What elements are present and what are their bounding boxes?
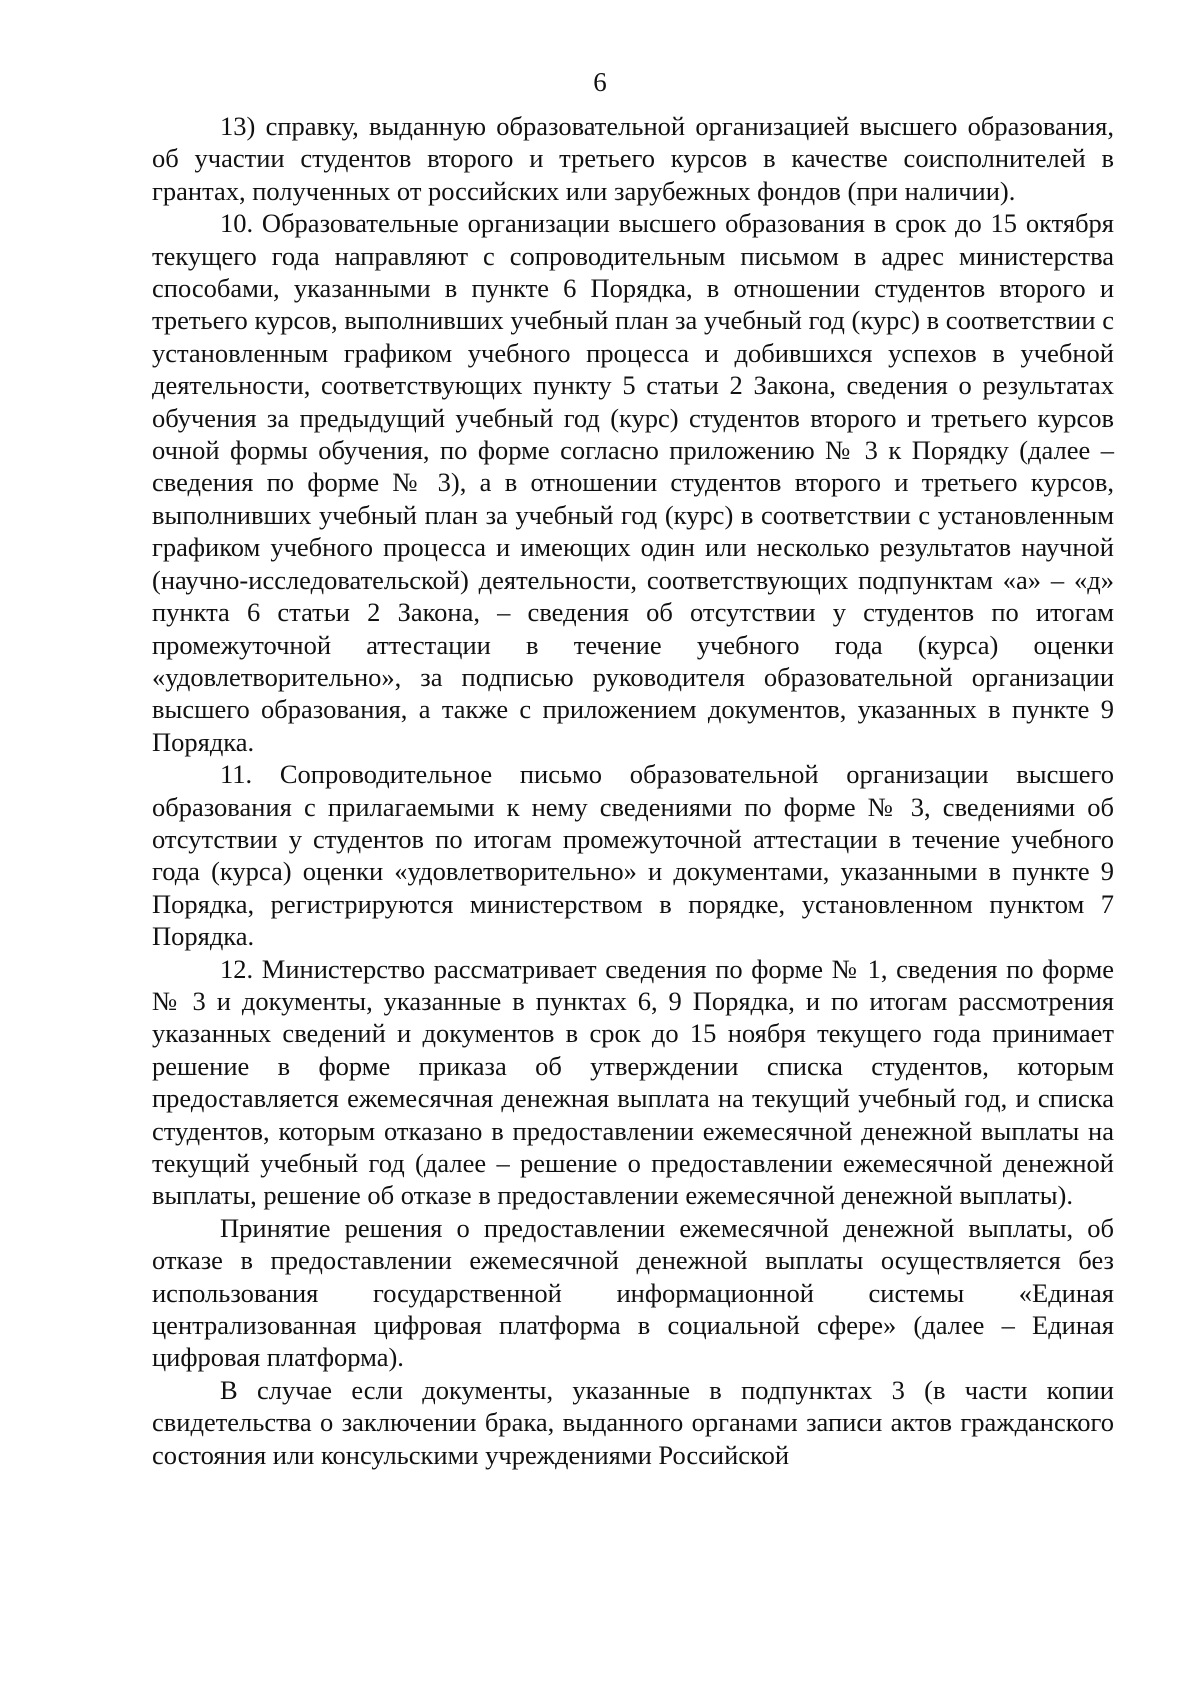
paragraph-item-11: 11. Сопроводительное письмо образовательной организации высшего образования с прилагаемыми к нему сведениями по форме № 3, сведениями об отсутствии у студентов по итогам промежуточной аттестации в течение учебного года (курса) оценки «удовлетворительно» и документами, указанными в пункте 9 Порядка, регистрируются министерством в порядке, установленном пунктом 7 Порядка. (152, 759, 1114, 952)
page-number: 6 (593, 67, 607, 97)
paragraph-item-10: 10. Образовательные организации высшего образования в срок до 15 октября текущего года направляют с сопроводительным письмом в адрес министерства способами, указанными в пункте 6 Порядка, в отношении студентов второго и третьего курсов, выполнивших учебный план за учебный год (курс) в соответствии с установленным графиком учебного процесса и добившихся успехов в учебной деятельности, соответствующих пункту 5 статьи 2 Закона, сведения о результатах обучения за предыдущий учебный год (курс) студентов второго и третьего курсов очной формы обучения, по форме согласно приложению № 3 к Порядку (далее – сведения по форме № 3), а в отношении студентов второго и третьего курсов, выполнивших учебный план за учебный год (курс) в соответствии с установленным графиком учебного процесса и имеющих один или несколько результатов научной (научно-исследовательской) деятельности, соответствующих подпунктам «а» – «д» пункта 6 статьи 2 Закона, – сведения об отсутствии у студентов по итогам промежуточной аттестации в течение учебного года (курса) оценки «удовлетворительно», за подписью руководителя образовательной организации высшего образования, а также с приложением документов, указанных в пункте 9 Порядка. (152, 208, 1114, 757)
paragraph-decision-platform: Принятие решения о предоставлении ежемесячной денежной выплаты, об отказе в предоставлении ежемесячной денежной выплаты осуществляется без использования государственной информационной системы «Единая централизованная цифровая платформа в социальной сфере» (далее – Единая цифровая платформа). (152, 1212, 1114, 1373)
paragraph-documents-case: В случае если документы, указанные в подпунктах 3 (в части копии свидетельства о заключении брака, выданного органами записи актов гражданского состояния или консульскими учреждениями Российской (152, 1374, 1114, 1470)
document-body (152, 110, 1114, 1471)
paragraph-subitem-13: 13) справку, выданную образовательной организацией высшего образования, об участии студентов второго и третьего курсов в качестве соисполнителей в грантах, полученных от российских или зарубежных фондов (при наличии). (152, 111, 1114, 206)
paragraph-item-12: 12. Министерство рассматривает сведения по форме № 1, сведения по форме № 3 и документы, указанные в пунктах 6, 9 Порядка, и по итогам рассмотрения указанных сведений и документов в срок до 15 ноября текущего года принимает решение в форме приказа об утверждении списка студентов, которым предоставляется ежемесячная денежная выплата на текущий учебный год, и списка студентов, которым отказано в предоставлении ежемесячной денежной выплаты на текущий учебный год (далее – решение о предоставлении ежемесячной денежной выплаты, решение об отказе в предоставлении ежемесячной денежной выплаты). (152, 953, 1114, 1211)
